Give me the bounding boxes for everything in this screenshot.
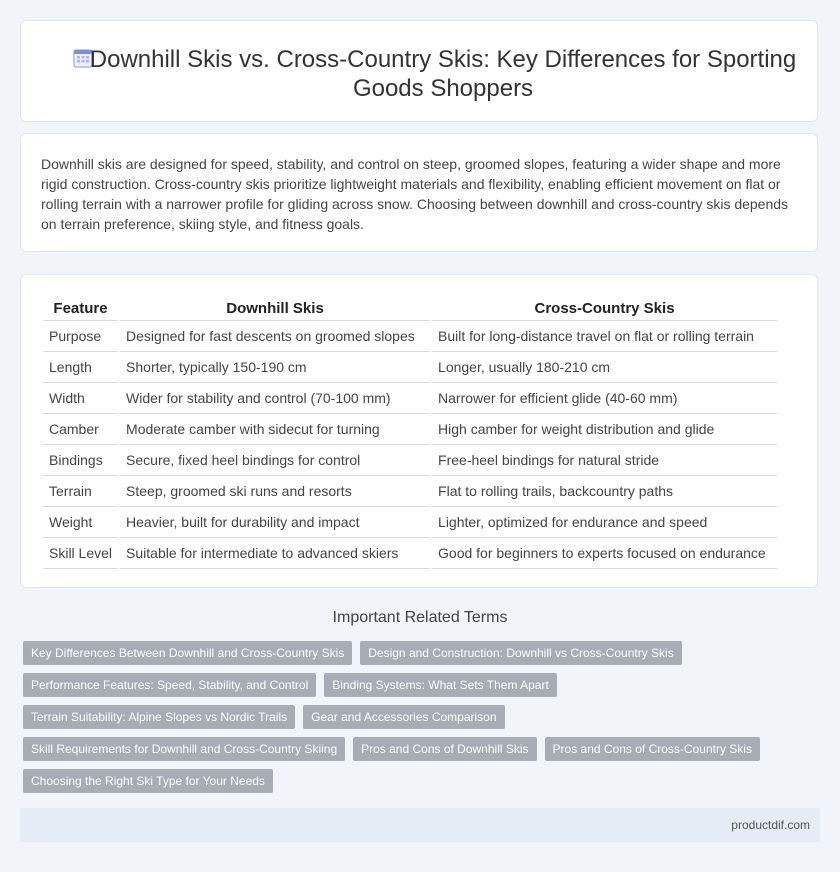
related-tag[interactable]: Pros and Cons of Downhill Skis: [353, 737, 536, 761]
related-tag[interactable]: Terrain Suitability: Alpine Slopes vs Nordic Trails: [23, 705, 295, 729]
comparison-card: [20, 274, 818, 588]
downhill-cell: Designed for fast descents on groomed slopes: [120, 321, 430, 352]
feature-cell: Terrain: [43, 476, 118, 507]
cross-country-cell: Narrower for efficient glide (40-60 mm): [432, 383, 777, 414]
cross-country-cell: Free-heel bindings for natural stride: [432, 445, 777, 476]
cross-country-cell: Good for beginners to experts focused on endurance: [432, 538, 777, 569]
cross-country-cell: Lighter, optimized for endurance and speed: [432, 507, 777, 538]
comparison-table: [41, 295, 779, 569]
feature-cell: Width: [43, 383, 118, 414]
table-row: [43, 414, 777, 445]
downhill-cell: Steep, groomed ski runs and resorts: [120, 476, 430, 507]
footer-site[interactable]: productdif.com: [731, 818, 810, 832]
cross-country-cell: High camber for weight distribution and glide: [432, 414, 777, 445]
feature-cell: Length: [43, 352, 118, 383]
related-tags: [23, 641, 783, 793]
related-tag[interactable]: Performance Features: Speed, Stability, and Control: [23, 673, 316, 697]
feature-cell: Weight: [43, 507, 118, 538]
table-row: [43, 538, 777, 569]
table-row: [43, 383, 777, 414]
downhill-cell: Shorter, typically 150-190 cm: [120, 352, 430, 383]
feature-cell: Camber: [43, 414, 118, 445]
header-feature: Feature: [43, 295, 118, 321]
related-tag[interactable]: Choosing the Right Ski Type for Your Needs: [23, 769, 273, 793]
related-tag[interactable]: Skill Requirements for Downhill and Cross-Country Skiing: [23, 737, 345, 761]
header-cross-country: Cross-Country Skis: [432, 295, 777, 321]
feature-cell: Skill Level: [43, 538, 118, 569]
related-tag[interactable]: Design and Construction: Downhill vs Cross-Country Skis: [360, 641, 681, 665]
table-row: [43, 352, 777, 383]
cross-country-cell: Longer, usually 180-210 cm: [432, 352, 777, 383]
table-header-row: [43, 295, 777, 321]
table-row: [43, 507, 777, 538]
related-terms-heading: Important Related Terms: [332, 609, 508, 626]
header-card: [20, 20, 818, 122]
downhill-cell: Wider for stability and control (70-100 mm): [120, 383, 430, 414]
related-tag[interactable]: Binding Systems: What Sets Them Apart: [324, 673, 557, 697]
downhill-cell: Heavier, built for durability and impact: [120, 507, 430, 538]
footer: [20, 808, 820, 842]
cross-country-cell: Built for long-distance travel on flat or rolling terrain: [432, 321, 777, 352]
downhill-cell: Moderate camber with sidecut for turning: [120, 414, 430, 445]
table-row: [43, 476, 777, 507]
related-tag[interactable]: Gear and Accessories Comparison: [303, 705, 504, 729]
intro-card: [20, 133, 818, 252]
table-row: [43, 321, 777, 352]
table-row: [43, 445, 777, 476]
related-tag[interactable]: Pros and Cons of Cross-Country Skis: [545, 737, 760, 761]
cross-country-cell: Flat to rolling trails, backcountry paths: [432, 476, 777, 507]
feature-cell: Bindings: [43, 445, 118, 476]
intro-text: Downhill skis are designed for speed, stability, and control on steep, groomed slopes, featuring a wider shape and more rigid construction. Cross-country skis prioritize lightweight materials and flexibility, enabling efficient movement on flat or rolling terrain with a narrower profile for gliding across snow. Choosing between downhill and cross-country skis depends on terrain preference, skiing style, and fitness goals.: [41, 156, 789, 232]
header-downhill: Downhill Skis: [120, 295, 430, 321]
related-tag[interactable]: Key Differences Between Downhill and Cross-Country Skis: [23, 641, 352, 665]
page-title: Downhill Skis vs. Cross-Country Skis: Key Differences for Sporting Goods Shoppers: [89, 46, 797, 102]
feature-cell: Purpose: [43, 321, 118, 352]
downhill-cell: Secure, fixed heel bindings for control: [120, 445, 430, 476]
downhill-cell: Suitable for intermediate to advanced skiers: [120, 538, 430, 569]
